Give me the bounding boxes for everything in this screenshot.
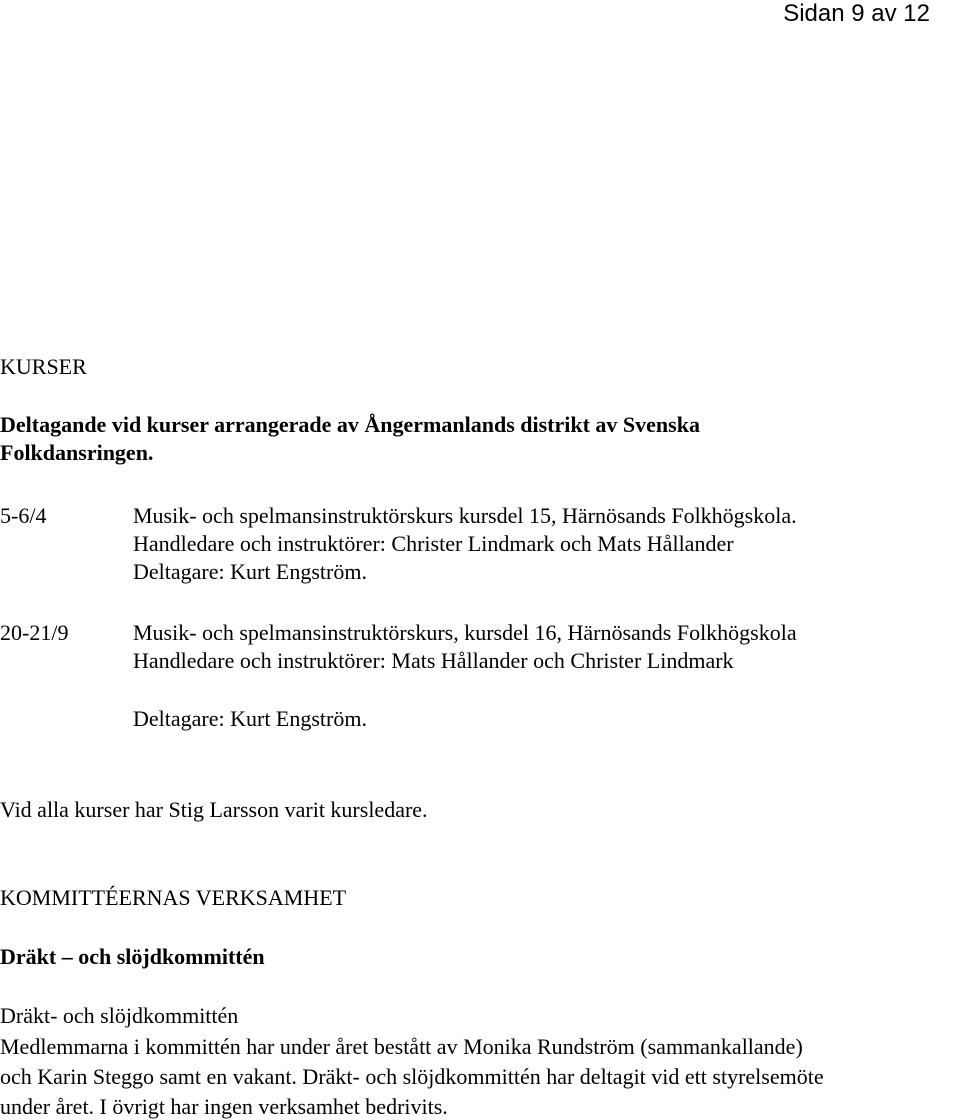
course-instructors: Handledare och instruktörer: Mats Hållander och Christer Lindmark — [133, 648, 734, 673]
page-number: Sidan 9 av 12 — [783, 0, 930, 27]
course-participants: Deltagare: Kurt Engström. — [133, 559, 367, 584]
committees-heading: KOMMITTÉERNAS VERKSAMHET — [0, 885, 347, 910]
course-title: Musik- och spelmansinstruktörskurs, kursdel 16, Härnösands Folkhögskola — [133, 620, 797, 645]
courses-intro-line-2: Folkdansringen. — [0, 440, 154, 465]
course-leader-note: Vid alla kurser har Stig Larsson varit kursledare. — [0, 797, 428, 822]
committee-name: Dräkt- och slöjdkommittén — [0, 1003, 239, 1028]
committee-paragraph-line-1: Medlemmarna i kommittén har under året bestått av Monika Rundström (sammankallande) — [0, 1034, 803, 1059]
course-date: 20-21/9 — [0, 620, 69, 645]
courses-intro-line-1: Deltagande vid kurser arrangerade av Ångermanlands distrikt av Svenska — [0, 412, 700, 437]
committee-paragraph-line-3: under året. I övrigt har ingen verksamhet bedrivits. — [0, 1094, 448, 1119]
course-instructors: Handledare och instruktörer: Christer Lindmark och Mats Hållander — [133, 531, 734, 556]
course-date: 5-6/4 — [0, 503, 47, 528]
committee-paragraph-line-2: och Karin Steggo samt en vakant. Dräkt- och slöjdkommittén har deltagit vid ett styrelsemöte — [0, 1064, 824, 1089]
committee-subheading: Dräkt – och slöjdkommittén — [0, 944, 265, 969]
course-title: Musik- och spelmansinstruktörskurs kursdel 15, Härnösands Folkhögskola. — [133, 503, 797, 528]
courses-heading: KURSER — [0, 354, 87, 379]
course-participants: Deltagare: Kurt Engström. — [133, 706, 367, 731]
